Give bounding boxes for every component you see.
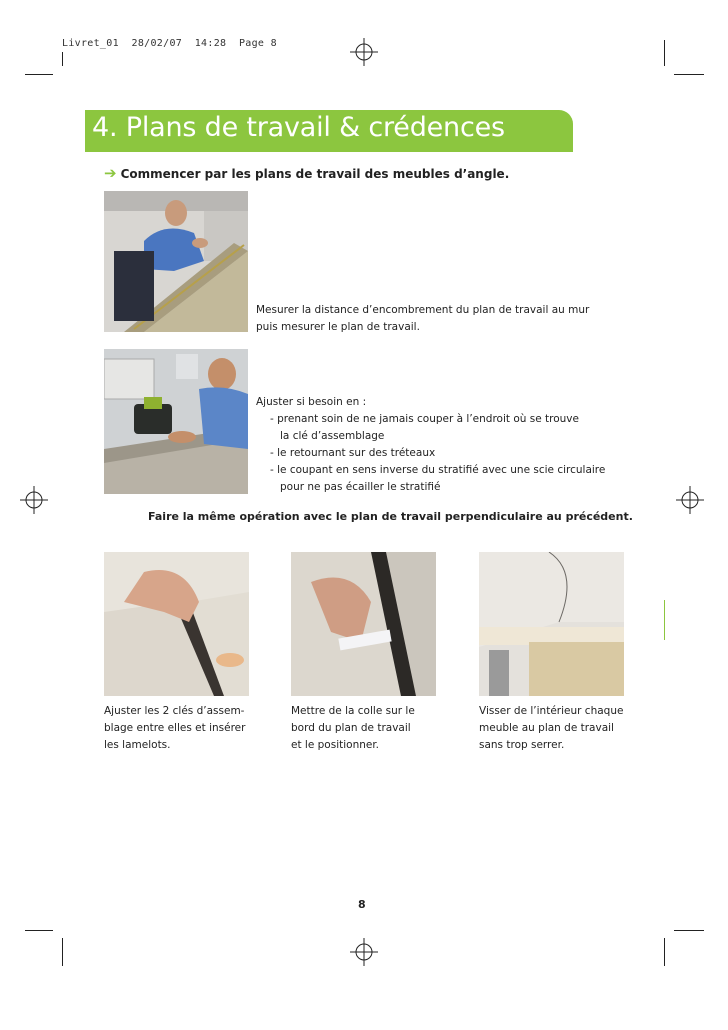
perpendicular-note: Faire la même opération avec le plan de travail perpendiculaire au précédent. [148,510,633,523]
registration-mark-right [676,486,704,514]
intro-text: Commencer par les plans de travail des meubles d’angle. [120,167,510,181]
bullet-item: - prenant soin de ne jamais couper à l’endroit où se trouve la clé d’assemblage [256,411,605,445]
intro-line [104,164,509,182]
caption-step-keys: Ajuster les 2 clés d’assem- blage entre elles et insérer les lamelots. [104,705,246,751]
caption-step-screw: Visser de l’intérieur chaque meuble au plan de travail sans trop serrer. [479,705,624,751]
step2-text [256,394,605,496]
photo-applying-glue [291,552,436,696]
page-title: 4. Plans de travail & crédences [92,112,505,143]
arrow-right-icon: ➔ [104,164,117,182]
step1-line: Mesurer la distance d’encombrement du plan de travail au mur [256,304,590,316]
photo-screwing-cabinet [479,552,624,696]
bullet-item: - le coupant en sens inverse du stratifié avec une scie circulaire pour ne pas écailler le stratifié [256,462,605,496]
bullet-item: - le retournant sur des tréteaux [256,445,605,462]
photo-measuring-worktop [104,191,248,332]
step2-heading: Ajuster si besoin en : [256,396,367,408]
step1-line: puis mesurer le plan de travail. [256,321,420,333]
registration-mark-left [20,486,48,514]
step1-text [256,302,589,336]
print-slug: Livret_01 28/02/07 14:28 Page 8 [62,38,277,49]
registration-mark-bottom [350,938,378,966]
caption-step-glue: Mettre de la colle sur le bord du plan de travail et le positionner. [291,705,415,751]
step2-bullet-list [256,411,605,496]
registration-mark-top [350,38,378,66]
page-number: 8 [358,898,366,911]
photo-joining-keys [104,552,249,696]
photo-cutting-worktop [104,349,248,494]
